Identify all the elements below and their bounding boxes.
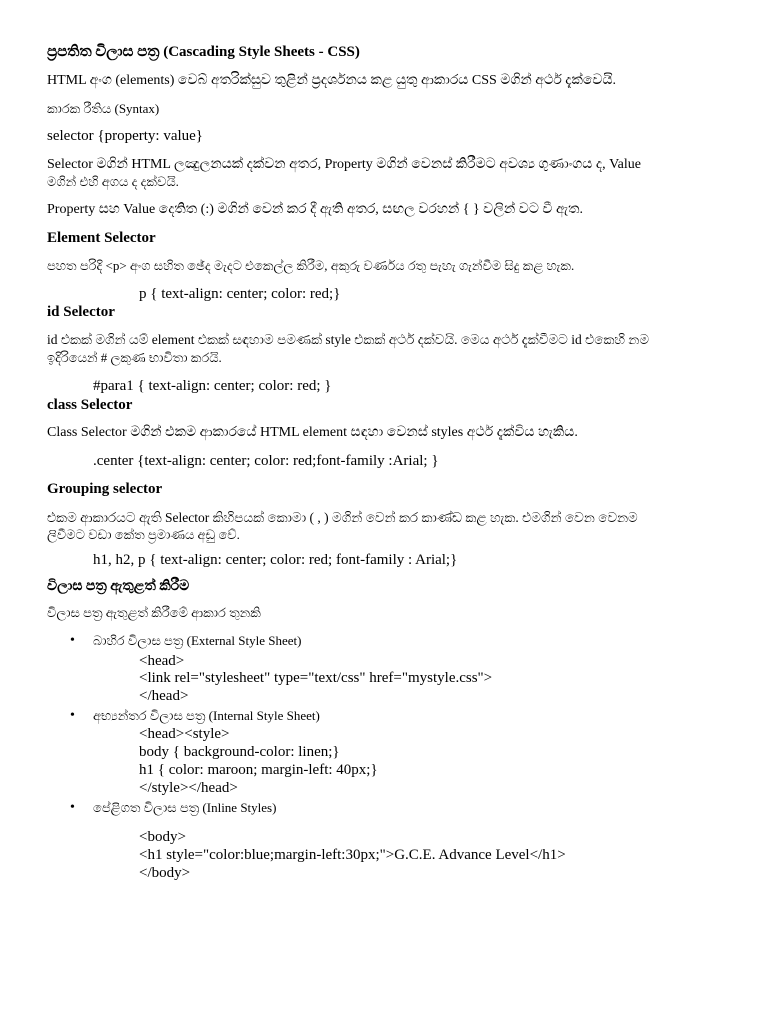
grouping-selector-heading: Grouping selector (47, 481, 163, 497)
include-item-internal-label: අභ්‍යන්තර විලාස පත්‍ර (Internal Style Sheet) (93, 708, 320, 723)
internal-code-line: body { background-color: linen;} (139, 744, 340, 760)
bullet-icon: • (70, 633, 75, 648)
id-selector-code: #para1 { text-align: center; color: red; } (93, 378, 332, 394)
inline-code-line: <h1 style="color:blue;margin-left:30px;">G.C.E. Advance Level</h1> (139, 847, 566, 863)
external-code-line: <link rel="stylesheet" type="text/css" href="mystyle.css"> (139, 670, 493, 686)
grouping-selector-description-line-2: ලිවීමට වඩා කේත ප්‍රමාණය අඩු වේ. (47, 527, 240, 542)
include-item-inline-label: පේළිගත විලාස පත්‍ර (Inline Styles) (93, 800, 277, 815)
id-selector-description-line-1: id එකක් මගින් යම් element එකක් සඳහාම පමණක් style එකක් අර්ථ දක්වයි. මෙය අර්ථ දැක්වීමට id එකෙහි නම (47, 332, 650, 347)
internal-code-line: h1 { color: maroon; margin-left: 40px;} (139, 762, 378, 778)
page-title: ප්‍රපතිත විලාස පත්‍ර (Cascading Style Sheets - CSS) (47, 44, 360, 60)
selector-description-line-1: Selector මගින් HTML ලඤුලනයක් දක්වන අතර, Property මගින් වෙනස් කිරීමට අවශ්‍ය ගුණාංගය ද, Value (47, 157, 641, 172)
grouping-selector-code: h1, h2, p { text-align: center; color: red; font-family : Arial;} (93, 552, 458, 568)
internal-code-line: <head><style> (139, 726, 230, 742)
property-description: Property සහ Value දෙතිත (:) මගින් වෙන් කර දී ඇති අතර, සඟල වරහන් { } වලින් වට වී ඇත. (47, 202, 583, 217)
include-item-external-label: බාහිර විලාස පත්‍ර (External Style Sheet) (93, 633, 302, 648)
element-selector-heading: Element Selector (47, 230, 156, 246)
syntax-heading: කාරක රීතිය (Syntax) (47, 101, 160, 116)
syntax-example: selector {property: value} (47, 128, 204, 144)
external-code-line: <head> (139, 653, 185, 669)
element-selector-description: පහත පරිදි <p> අංග සහිත ඡේද මැදට එකෙල්ල කිරීම, අකුරු වර්ණය රතු පැහැ ගැන්වීම සිදු කළ හැක. (47, 258, 575, 273)
external-code-line: </head> (139, 688, 189, 704)
class-selector-code: .center {text-align: center; color: red;font-family :Arial; } (93, 453, 439, 469)
selector-description-line-2: මගින් එහි අගය ද දක්වයි. (47, 174, 179, 189)
id-selector-heading: id Selector (47, 304, 115, 320)
internal-code-line: </style></head> (139, 780, 238, 796)
id-selector-description-line-2: ඉදිරියෙන් # ලකුණ භාවිතා කරයි. (47, 350, 222, 365)
class-selector-description: Class Selector මගින් එකම ආකාරයේ HTML element සඳහා වෙනස් styles අර්ථ දැක්විය හැකිය. (47, 425, 578, 440)
class-selector-heading: class Selector (47, 397, 133, 413)
grouping-selector-description-line-1: එකම ආකාරයට ඇති Selector කිහිපයක් කොමා ( , ) මගින් වෙන් කර කාණ්ඩ කළ හැක. එමගින් වෙන වෙනම (47, 510, 638, 525)
inline-code-line: </body> (139, 865, 191, 881)
bullet-icon: • (70, 800, 75, 815)
include-section-heading: විලාස පත්‍ර ඇතුළත් කිරීම (47, 579, 190, 594)
element-selector-code: p { text-align: center; color: red;} (139, 286, 341, 302)
intro-text: HTML අංග (elements) වෙබ් අතරික්සුව තුළින් ප්‍රදර්ශනය කළ යුතු ආකාරය CSS මගින් අර්ථ දැක්වෙයි. (47, 73, 617, 88)
bullet-icon: • (70, 708, 75, 723)
include-section-description: විලාස පත්‍ර ඇතුළත් කිරීමේ ආකාර තුනකි (47, 605, 261, 620)
inline-code-line: <body> (139, 829, 186, 845)
